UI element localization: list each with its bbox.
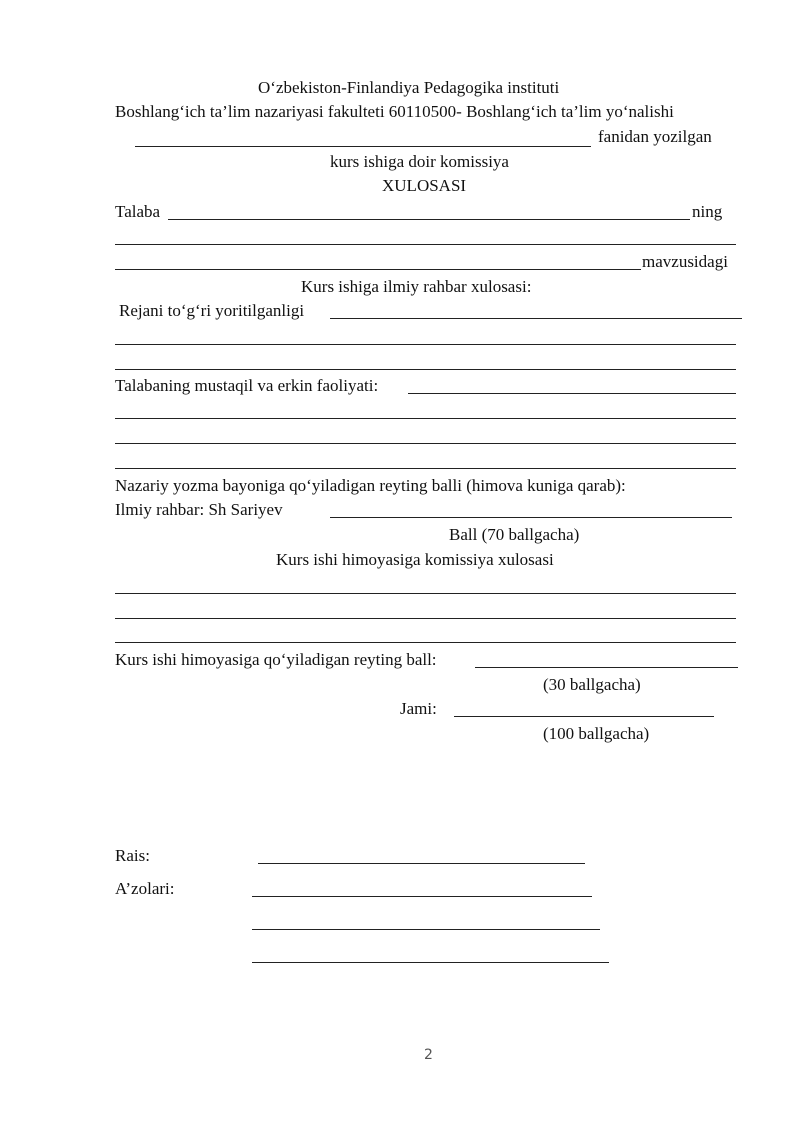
defense-rating-label: Kurs ishi himoyasiga qo‘yiladigan reyting ball: bbox=[115, 650, 437, 669]
member-signature-line-2 bbox=[252, 929, 600, 930]
plan-label: Rejani to‘g‘ri yoritilganligi bbox=[119, 301, 305, 320]
topic-suffix: mavzusidagi bbox=[642, 252, 728, 271]
activity-blank-3 bbox=[115, 443, 736, 444]
faculty-line: Boshlang‘ich ta’lim nazariyasi fakulteti 60110500- Boshlang‘ich ta’lim yo‘nalishi bbox=[115, 102, 674, 121]
activity-blank-4 bbox=[115, 468, 736, 469]
defense-note: (30 ballgacha) bbox=[543, 675, 641, 694]
supervisor-name: Ilmiy rahbar: Sh Sariyev bbox=[115, 500, 283, 519]
chair-signature-line bbox=[258, 863, 585, 864]
plan-blank-2 bbox=[115, 344, 736, 345]
activity-blank bbox=[408, 393, 736, 394]
student-label: Talaba bbox=[115, 202, 161, 221]
plan-blank bbox=[330, 318, 742, 319]
commission-blank-3 bbox=[115, 642, 736, 643]
total-label: Jami: bbox=[400, 699, 437, 718]
document-subtitle: kurs ishiga doir komissiya bbox=[330, 152, 509, 171]
plan-blank-3 bbox=[115, 369, 736, 370]
student-name-blank bbox=[168, 219, 690, 220]
commission-blank-2 bbox=[115, 618, 736, 619]
commission-heading: Kurs ishi himoyasiga komissiya xulosasi bbox=[276, 550, 554, 569]
defense-rating-blank bbox=[475, 667, 738, 668]
institute-name: O‘zbekiston-Finlandiya Pedagogika instituti bbox=[258, 78, 560, 97]
total-note: (100 ballgacha) bbox=[543, 724, 650, 743]
supervisor-heading: Kurs ishiga ilmiy rahbar xulosasi: bbox=[301, 277, 532, 296]
student-ning: ning bbox=[692, 202, 723, 221]
activity-blank-2 bbox=[115, 418, 736, 419]
commission-blank-1 bbox=[115, 593, 736, 594]
activity-label: Talabaning mustaqil va erkin faoliyati: bbox=[115, 376, 379, 395]
supervisor-score-blank bbox=[330, 517, 732, 518]
member-signature-line-1 bbox=[252, 896, 592, 897]
supervisor-score-note: Ball (70 ballgacha) bbox=[449, 525, 580, 544]
rating-line: Nazariy yozma bayoniga qo‘yiladigan reyting balli (himova kuniga qarab): bbox=[115, 476, 626, 495]
members-label: A’zolari: bbox=[115, 879, 175, 898]
subject-blank bbox=[135, 146, 591, 147]
topic-blank-1 bbox=[115, 244, 736, 245]
topic-blank-2 bbox=[115, 269, 641, 270]
member-signature-line-3 bbox=[252, 962, 609, 963]
total-blank bbox=[454, 716, 714, 717]
page-number: 2 bbox=[424, 1047, 433, 1063]
chair-label: Rais: bbox=[115, 846, 150, 865]
document-title: XULOSASI bbox=[382, 176, 467, 195]
subject-suffix: fanidan yozilgan bbox=[598, 127, 712, 146]
